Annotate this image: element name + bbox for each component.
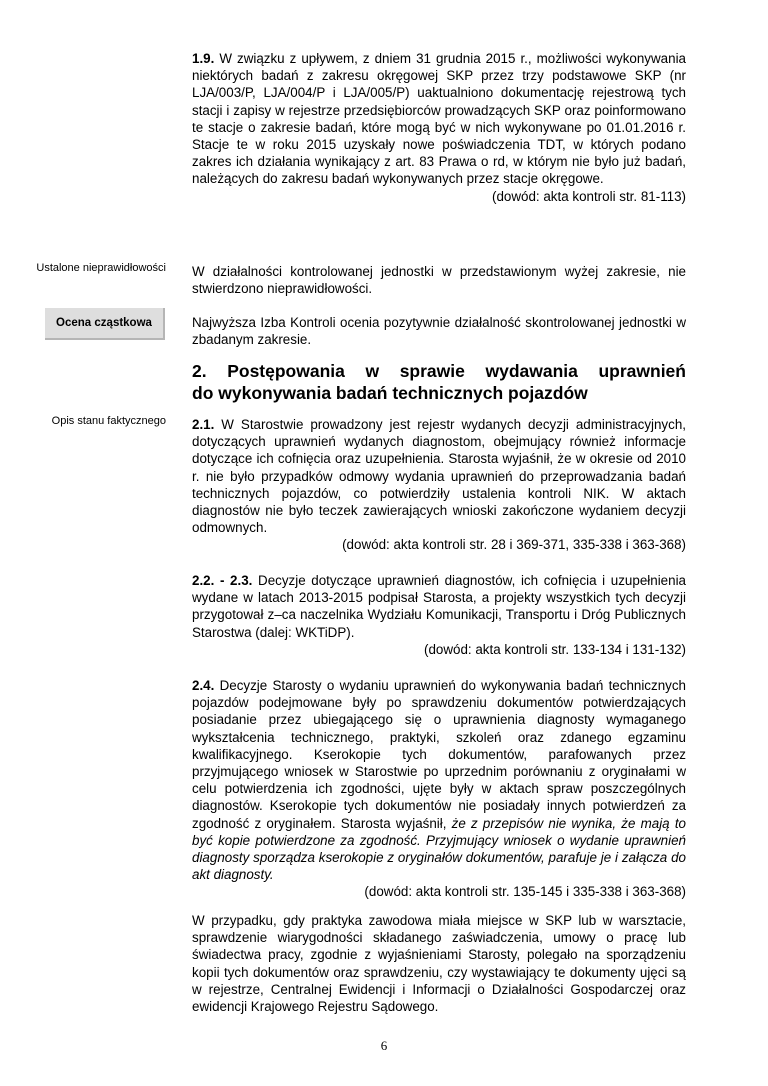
paragraph-text: W związku z upływem, z dniem 31 grudnia 2015 r., możliwości wykonywania niektórych badań z zakresu okręgowej SKP przez trzy podstawowe SKP (nr LJA/003/P, LJA/004/P i LJA/005/P) uaktualniono dokumentację rejestrową tych stacji i zapisy w rejestrze przedsiębiorców prowadzących SKP oraz poinformowano te stacje o zakresie badań, które mogą być w nich wykonywane po 01.01.2016 r. Stacje te w roku 2015 uzyskały nowe poświadczenia TDT, w których podano zakres ich działania wynikający z art. 83 Prawa o rd, w którym nie było już badań, należących do zakresu badań wykonywanych przez stacje okręgowe. xyxy=(192,51,686,187)
evidence-reference: (dowód: akta kontroli str. 133-134 i 131-132) xyxy=(423,641,686,657)
paragraph-text: W Starostwie prowadzony jest rejestr wydanych decyzji administracyjnych, dotyczących uprawnień wydanych diagnostom, obejmujący również informacje dotyczące ich cofnięcia oraz uzupełnienia. Starosta wyjaśnił, że w okresie od 2010 r. nie było przypadków odmowy wydania uprawnień do przeprowadzania badań technicznych pojazdów, co potwierdziły ustalenia kontroli NIK. W aktach diagnostów nie było teczek zawierających wnioski zakończone wydaniem decyzji odmownych. xyxy=(192,417,686,536)
starosta-quote: że z przepisów nie wynika, że mają to być kopie potwierdzone za zgodność. Przyjmujący wniosek o wydanie uprawnień diagnosty sporządza kserokopie z oryginałów dokumentów, parafuje je i załącza do akt diagnosty. xyxy=(192,815,686,883)
section-number: 2.1. xyxy=(192,417,215,432)
heading-word: 2. xyxy=(192,361,207,381)
heading-line-1 xyxy=(192,360,686,382)
heading-word: wydawania xyxy=(485,361,578,381)
heading-line-2: do wykonywania badań technicznych pojazdów xyxy=(192,383,588,403)
section-1-9-text xyxy=(192,50,686,188)
assessment-paragraph xyxy=(192,314,686,348)
evidence-reference: (dowód: akta kontroli str. 28 i 369-371, 335-338 i 363-368) xyxy=(342,537,686,553)
paragraph-text: Decyzje dotyczące uprawnień diagnostów, ich cofnięcia i uzupełnienia wydane w latach 2013-2015 podpisał Starosta, a projekty wszystkich tych decyzji przygotował z–ca naczelnika Wydziału Komunikacji, Transportu i Dróg Publicznych Starostwa (dalej: WKTiDP). xyxy=(192,573,686,640)
paragraph-text: Decyzje Starosty o wydaniu uprawnień do wykonywania badań technicznych pojazdów podejmowane były po sprawdzeniu dokumentów potwierdzających posiadanie przez ubiegającego się o uprawnienia diagnosty wymaganego wykształcenia technicznego, praktyki, szkoleń oraz zdanego egzaminu kwalifikacyjnego. Kserokopie tych dokumentów, parafowanych przez przyjmującego wniosek w Starostwie po uprzednim porównaniu z oryginałami w celu potwierdzenia ich zgodności, ujęte były w aktach spraw poszczególnych diagnostów. Kserokopie tych dokumentów nie posiadały innych potwierdzeń za zgodność z oryginałem. Starosta wyjaśnił, xyxy=(192,678,686,831)
sidebar-facts-label: Opis stanu faktycznego xyxy=(51,415,166,427)
practice-paragraph xyxy=(192,912,686,1015)
section-number: 1.9. xyxy=(192,51,215,66)
section-2-2 xyxy=(192,572,686,658)
irregularities-paragraph xyxy=(192,263,686,297)
evidence-reference: (dowód: akta kontroli str. 81-113) xyxy=(491,188,686,204)
evidence-reference: (dowód: akta kontroli str. 135-145 i 335-338 i 363-368) xyxy=(364,884,686,900)
section-2-4-text xyxy=(192,677,686,883)
heading-word: uprawnień xyxy=(598,361,686,381)
assessment-text: Najwyższa Izba Kontroli ocenia pozytywnie działalność skontrolowanej jednostki w zbadanym zakresie. xyxy=(192,315,686,348)
section-2-1-text xyxy=(192,416,686,536)
irregularities-text: W działalności kontrolowanej jednostki w przedstawionym wyżej zakresie, nie stwierdzono nieprawidłowości. xyxy=(192,264,686,297)
section-2-2-text xyxy=(192,572,686,641)
section-2-1 xyxy=(192,416,686,554)
assessment-badge: Ocena cząstkowa xyxy=(45,308,165,340)
heading-word: w xyxy=(365,361,380,381)
practice-text: W przypadku, gdy praktyka zawodowa miała miejsce w SKP lub w warsztacie, sprawdzenie wiarygodności składanego zaświadczenia, umowy o pracę lub świadectwa pracy, zgodnie z wyjaśnieniami Starosty, polegało na sporządzeniu kopii tych dokumentów oraz sprawdzeniu, czy wystawiający te dokumenty ujęci są w rejestrze, Centralnej Ewidencji i Informacji o Działalności Gospodarczej oraz ewidencji Krajowego Rejestru Sądowego. xyxy=(192,913,686,1015)
section-2-4 xyxy=(192,677,686,901)
page-number: 6 xyxy=(380,1038,388,1053)
heading-word: Postępowania xyxy=(227,361,345,381)
section-1-9 xyxy=(192,50,686,205)
section-number: 2.4. xyxy=(192,678,215,693)
section-2-heading xyxy=(192,360,686,404)
section-number: 2.2. - 2.3. xyxy=(192,573,253,588)
heading-word: sprawie xyxy=(399,361,465,381)
sidebar-irregularities-label: Ustalone nieprawidłowości xyxy=(36,262,166,274)
